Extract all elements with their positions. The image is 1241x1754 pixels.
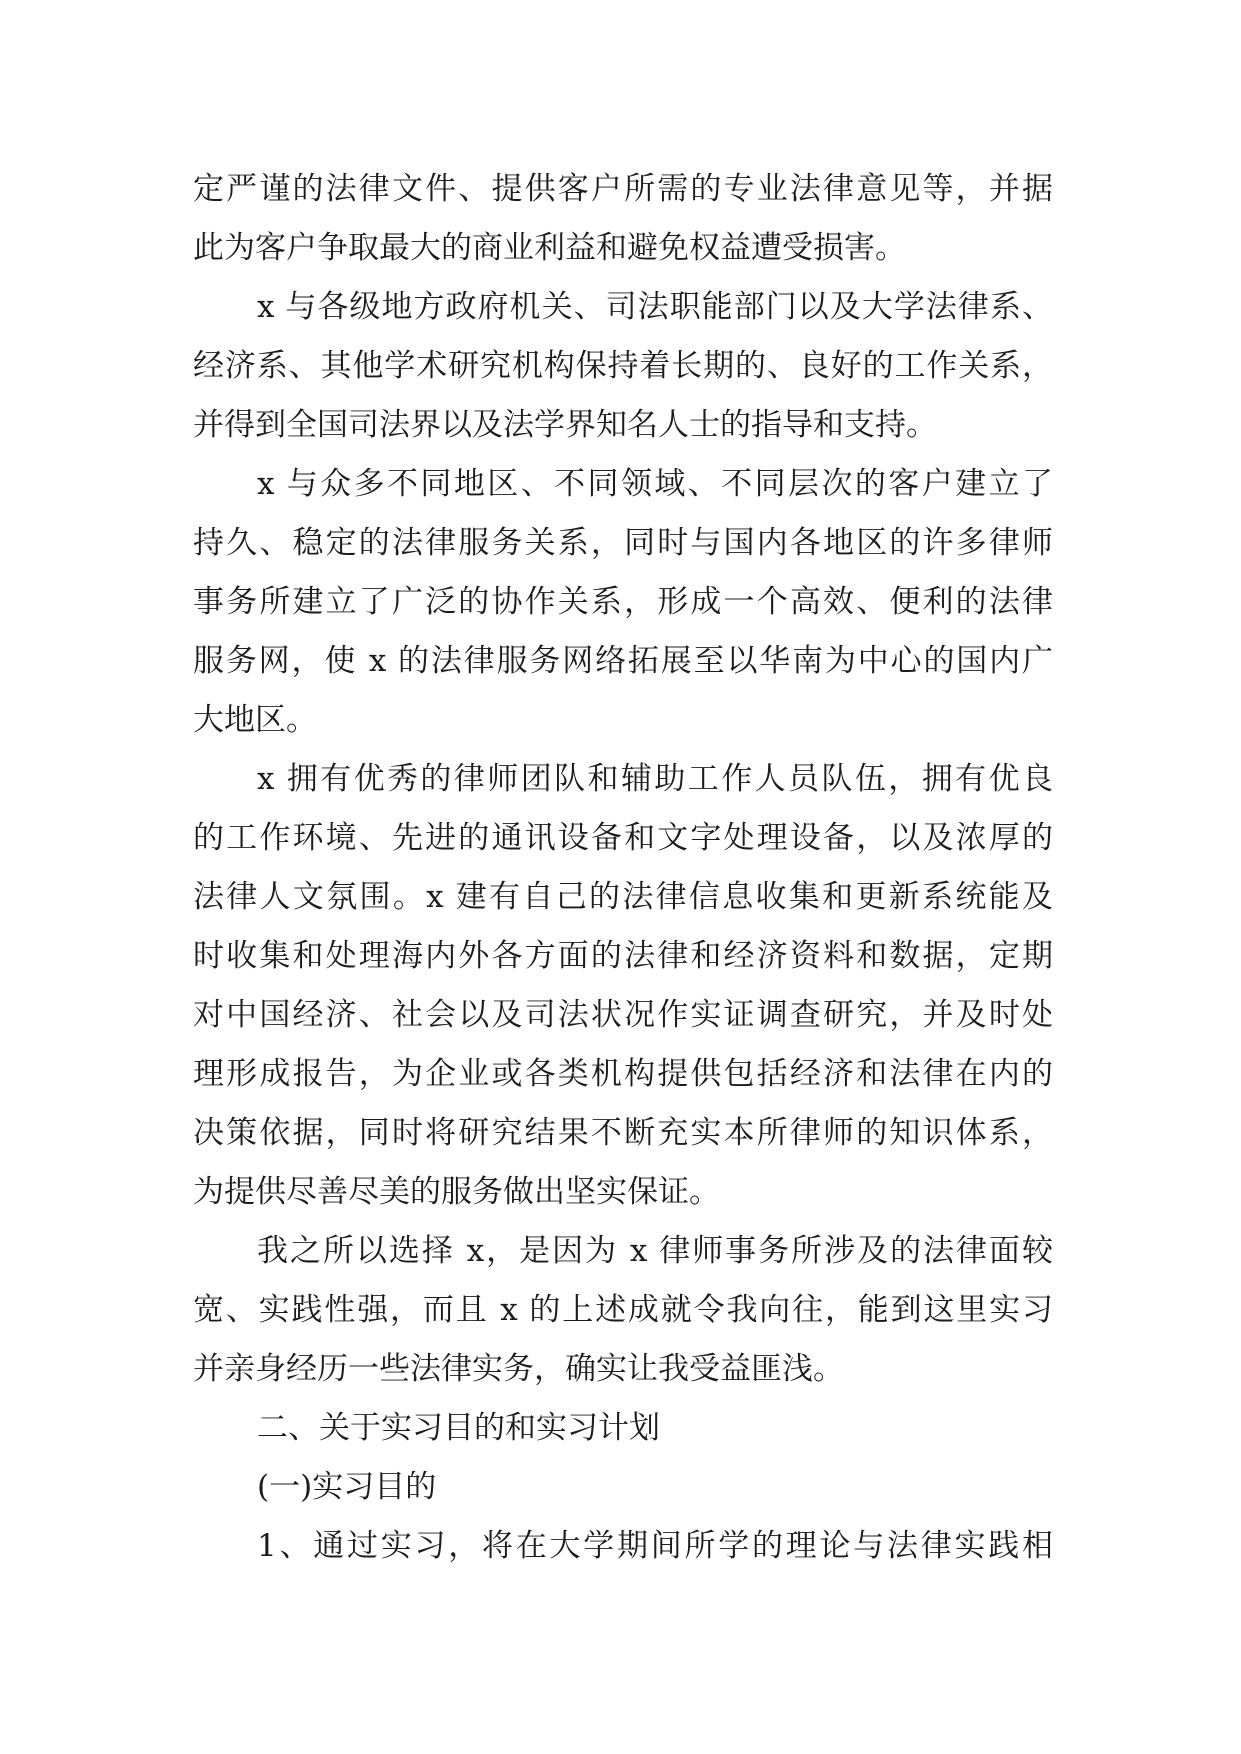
text-line: 为提供尽善尽美的服务做出坚实保证。 — [193, 1174, 720, 1210]
paragraph-first-line: 我之所以选择 x，是因为 x 律师事务所涉及的法律面较 — [257, 1233, 1053, 1269]
text-line: 定严谨的法律文件、提供客户所需的专业法律意见等，并据 — [193, 171, 1053, 207]
text-line: 事务所建立了广泛的协作关系，形成一个高效、便利的法律 — [193, 584, 1053, 620]
text-line: 经济系、其他学术研究机构保持着长期的、良好的工作关系， — [193, 348, 1053, 384]
text-line: 决策依据，同时将研究结果不断充实本所律师的知识体系， — [193, 1115, 1053, 1151]
paragraph-first-line: x 与众多不同地区、不同领域、不同层次的客户建立了 — [257, 466, 1053, 502]
text-line: 并亲身经历一些法律实务，确实让我受益匪浅。 — [193, 1351, 844, 1387]
text-line: 大地区。 — [193, 702, 317, 738]
text-line: 此为客户争取最大的商业利益和避免权益遭受损害。 — [193, 230, 906, 266]
paragraph-first-line: x 拥有优秀的律师团队和辅助工作人员队伍，拥有优良 — [257, 761, 1053, 797]
text-line: 理形成报告，为企业或各类机构提供包括经济和法律在内的 — [193, 1056, 1053, 1092]
text-line: 服务网，使 x 的法律服务网络拓展至以华南为中心的国内广 — [193, 643, 1053, 679]
section-heading: 二、关于实习目的和实习计划 — [257, 1410, 660, 1446]
text-line: 时收集和处理海内外各方面的法律和经济资料和数据，定期 — [193, 938, 1053, 974]
subsection-heading: (一)实习目的 — [257, 1469, 437, 1505]
paragraph-first-line: x 与各级地方政府机关、司法职能部门以及大学法律系、 — [257, 289, 1053, 325]
text-line: 持久、稳定的法律服务关系，同时与国内各地区的许多律师 — [193, 525, 1053, 561]
document-body — [193, 160, 1053, 1576]
text-line: 的工作环境、先进的通讯设备和文字处理设备，以及浓厚的 — [193, 820, 1053, 856]
text-line: 对中国经济、社会以及司法状况作实证调查研究，并及时处 — [193, 997, 1053, 1033]
text-line: 并得到全国司法界以及法学界知名人士的指导和支持。 — [193, 407, 937, 443]
text-line: 宽、实践性强，而且 x 的上述成就令我向往，能到这里实习 — [193, 1292, 1053, 1328]
text-line: 法律人文氛围。x 建有自己的法律信息收集和更新系统能及 — [193, 879, 1053, 915]
list-item-first-line: 1、通过实习，将在大学期间所学的理论与法律实践相 — [257, 1528, 1053, 1564]
